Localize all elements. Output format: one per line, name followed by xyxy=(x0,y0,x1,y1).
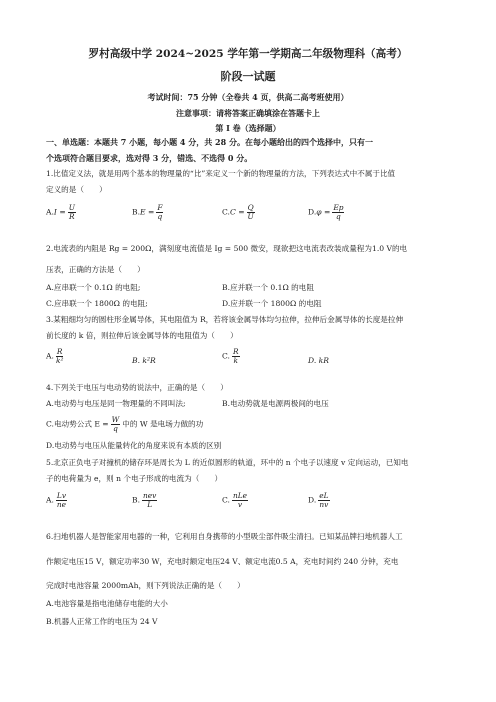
exam-subtitle: 阶段一试题 xyxy=(220,70,276,83)
q6-option-b: B.机器人正常工作的电压为 24 V xyxy=(46,617,158,626)
q1-option-b: B.E = $\frac{F}{q}$ xyxy=(132,203,163,221)
q4-option-b: B.电动势就是电源两极间的电压 xyxy=(222,399,329,408)
q5-stem-cont: 子的电荷量为 e，则 n 个电子形成的电流为（ ） xyxy=(46,474,223,483)
q2-stem-cont: 压表，正确的方法是（ ） xyxy=(46,265,145,274)
q5-option-a: A. $\frac{Lv}{ne}$ xyxy=(46,491,67,509)
q2-stem: 2.电流表的内阻是 Rg = 200Ω，满刻度电流值是 Ig = 500 微安，现欲把这电流表改装成量程为1.0 V的电 xyxy=(46,244,408,253)
q4-option-c: C.电动势公式 E = $\frac{W}{q}$ 中的 W 是电场力做的功 xyxy=(46,415,204,433)
q6-stem-cont: 作额定电压15 V，额定功率30 W，充电时额定电压24 V、额定电流0.5 A，充电时间约 240 分钟，充电 xyxy=(46,557,399,566)
q3-option-a: A. $\frac{R}{\text{k²}}$ xyxy=(46,347,64,365)
q5-stem: 5.北京正负电子对撞机的储存环是周长为 L 的近似圆形的轨道，环中的 n 个电子以速度 v 定向运动，已知电 xyxy=(46,458,409,467)
part-heading: 第 I 卷（选择题） xyxy=(215,123,281,133)
q2-option-a: A.应串联一个 0.1Ω 的电阻; xyxy=(46,283,141,292)
q3-option-b: B. k²R xyxy=(132,356,156,365)
q2-option-d: D.应并联一个 1800Ω 的电阻 xyxy=(222,299,322,308)
q3-option-d: D. kR xyxy=(308,356,329,365)
q4-option-a: A.电动势与电压是同一物理量的不同叫法; xyxy=(46,399,186,408)
exam-info: 考试时间：75 分钟（全卷共 4 页，供高二高考班使用） xyxy=(147,92,349,102)
q1-stem: 1.比值定义法，就是用两个基本的物理量的“比”来定义一个新的物理量的方法，下列表达式中不属于比值 xyxy=(46,169,396,178)
q4-stem: 4.下列关于电压与电动势的说法中，正确的是（ ） xyxy=(46,383,228,392)
notice: 注意事项：请将答案正确填涂在答题卡上 xyxy=(176,108,320,118)
q2-option-b: B.应并联一个 0.1Ω 的电阻 xyxy=(222,283,314,292)
q6-option-a: A.电池容量是指电池储存电能的大小 xyxy=(46,599,168,608)
q3-stem: 3.某粗细均匀的圆柱形金属导体，其电阻值为 R，若将该金属导体均匀拉伸，拉伸后金属导体的长度是拉伸 xyxy=(46,315,404,324)
q6-stem-cont2: 完成时电池容量 2000mAh，则下列说法正确的是（ ） xyxy=(46,581,245,590)
q5-option-c: C. nLe v xyxy=(222,491,248,509)
q4-option-d: D.电动势与电压从能量转化的角度来说有本质的区别 xyxy=(46,441,222,450)
q6-stem: 6.扫地机器人是智能家用电器的一种，它利用自身携带的小型吸尘部件吸尘清扫。已知某品牌扫地机器人工 xyxy=(46,532,403,541)
q3-stem-cont: 前长度的 k 倍，则拉伸后该金属导体的电阻值为（ ） xyxy=(46,331,238,340)
q3-option-c: C. $\frac{R}{k}$ xyxy=(222,347,239,365)
section-instruction: 一、单选题：本题共 7 小题，每小题 4 分，共 28 分。在每小题给出的四个选择中，只有一 xyxy=(46,137,373,147)
q2-option-c: C.应串联一个 1800Ω 的电阻; xyxy=(46,299,148,308)
q1-stem-cont: 定义的是（ ） xyxy=(46,185,107,194)
q5-option-d: D. $\frac{eL}{nv}$ xyxy=(308,491,329,509)
q5-option-b: B. nev L xyxy=(132,491,157,509)
q1-option-d: D.φ = $\frac{Ep}{q}$ xyxy=(308,203,344,221)
q1-option-c: C.C = $\frac{Q}{U}$ xyxy=(222,203,254,221)
exam-title: 罗村高级中学 2024~2025 学年第一学期高二年级物理科（高考） xyxy=(88,48,408,60)
q1-option-a: A.I = $\frac{U}{R}$ xyxy=(46,203,75,221)
section-instruction-cont: 个选项符合题目要求，选对得 3 分，错选、不选得 0 分。 xyxy=(46,153,253,163)
